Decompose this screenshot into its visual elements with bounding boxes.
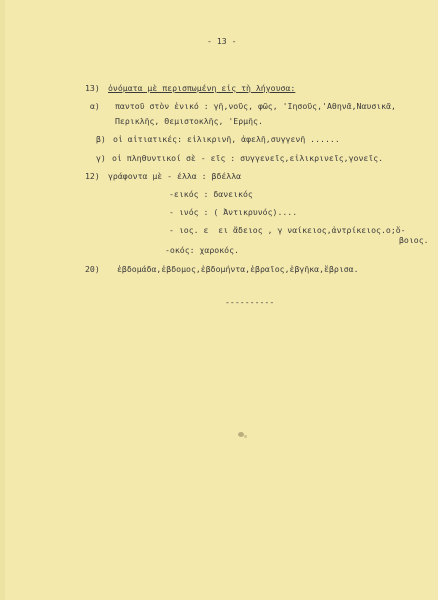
item-12-line-4: - ιος. ε ει ἄδειος , γ ναίκειος,ἀντρίκειος.ο;ὅ- bbox=[169, 225, 406, 235]
item-20-number: 20) bbox=[85, 264, 100, 274]
item-13-a-label: α) bbox=[90, 101, 100, 111]
item-12-line-4-continuation: βοιος. bbox=[399, 235, 429, 245]
separator-dashes: ---------- bbox=[225, 297, 275, 307]
page-number: - 13 - bbox=[207, 36, 237, 46]
item-13-g-line: οἱ πληθυντικοί σὲ - εῖς : συγγενεῖς,εἰλικρινεῖς,γονεῖς. bbox=[112, 153, 384, 163]
item-13-a-line-1: παντοῦ στὸν ἑνικό : γῆ,νοῦς, φῶς, 'Ιησοῦς,'Αθηνᾶ,Ναυσικᾶ, bbox=[115, 101, 396, 111]
item-13-b-label: β) bbox=[96, 134, 106, 144]
item-13-number: 13) bbox=[85, 83, 100, 93]
item-12-line-3: - ινός : ( Ἀντικρυνός).... bbox=[169, 207, 298, 217]
item-12-line-1: γράφοντα μὲ - έλλα : βδέλλα bbox=[108, 171, 242, 181]
item-12-line-5: -οκός: χαροκός. bbox=[165, 245, 239, 255]
item-12-number: 12) bbox=[85, 171, 100, 181]
item-13-g-label: γ) bbox=[96, 153, 106, 163]
item-13-a-line-2: Περικλῆς, Θεμιστοκλῆς, 'Ερμῆς. bbox=[115, 116, 263, 126]
item-20-line: ἑβδομάδα,ἑβδομος,ἑβδομήντα,ἑβραῖος,ἑβγῆκα,ἕβρισα. bbox=[117, 264, 359, 274]
ink-speck bbox=[244, 435, 247, 438]
item-13-b-line: οἱ αἰτιατικές: εἰλικρινῆ, ἀφελῆ,συγγενῆ ...... bbox=[113, 134, 340, 144]
item-13-heading: ὀνόματα μὲ περισπωμένη εἰς τὴ λήγουσα: bbox=[108, 83, 296, 93]
item-12-line-2: -εικός : δανεικός bbox=[169, 189, 253, 199]
